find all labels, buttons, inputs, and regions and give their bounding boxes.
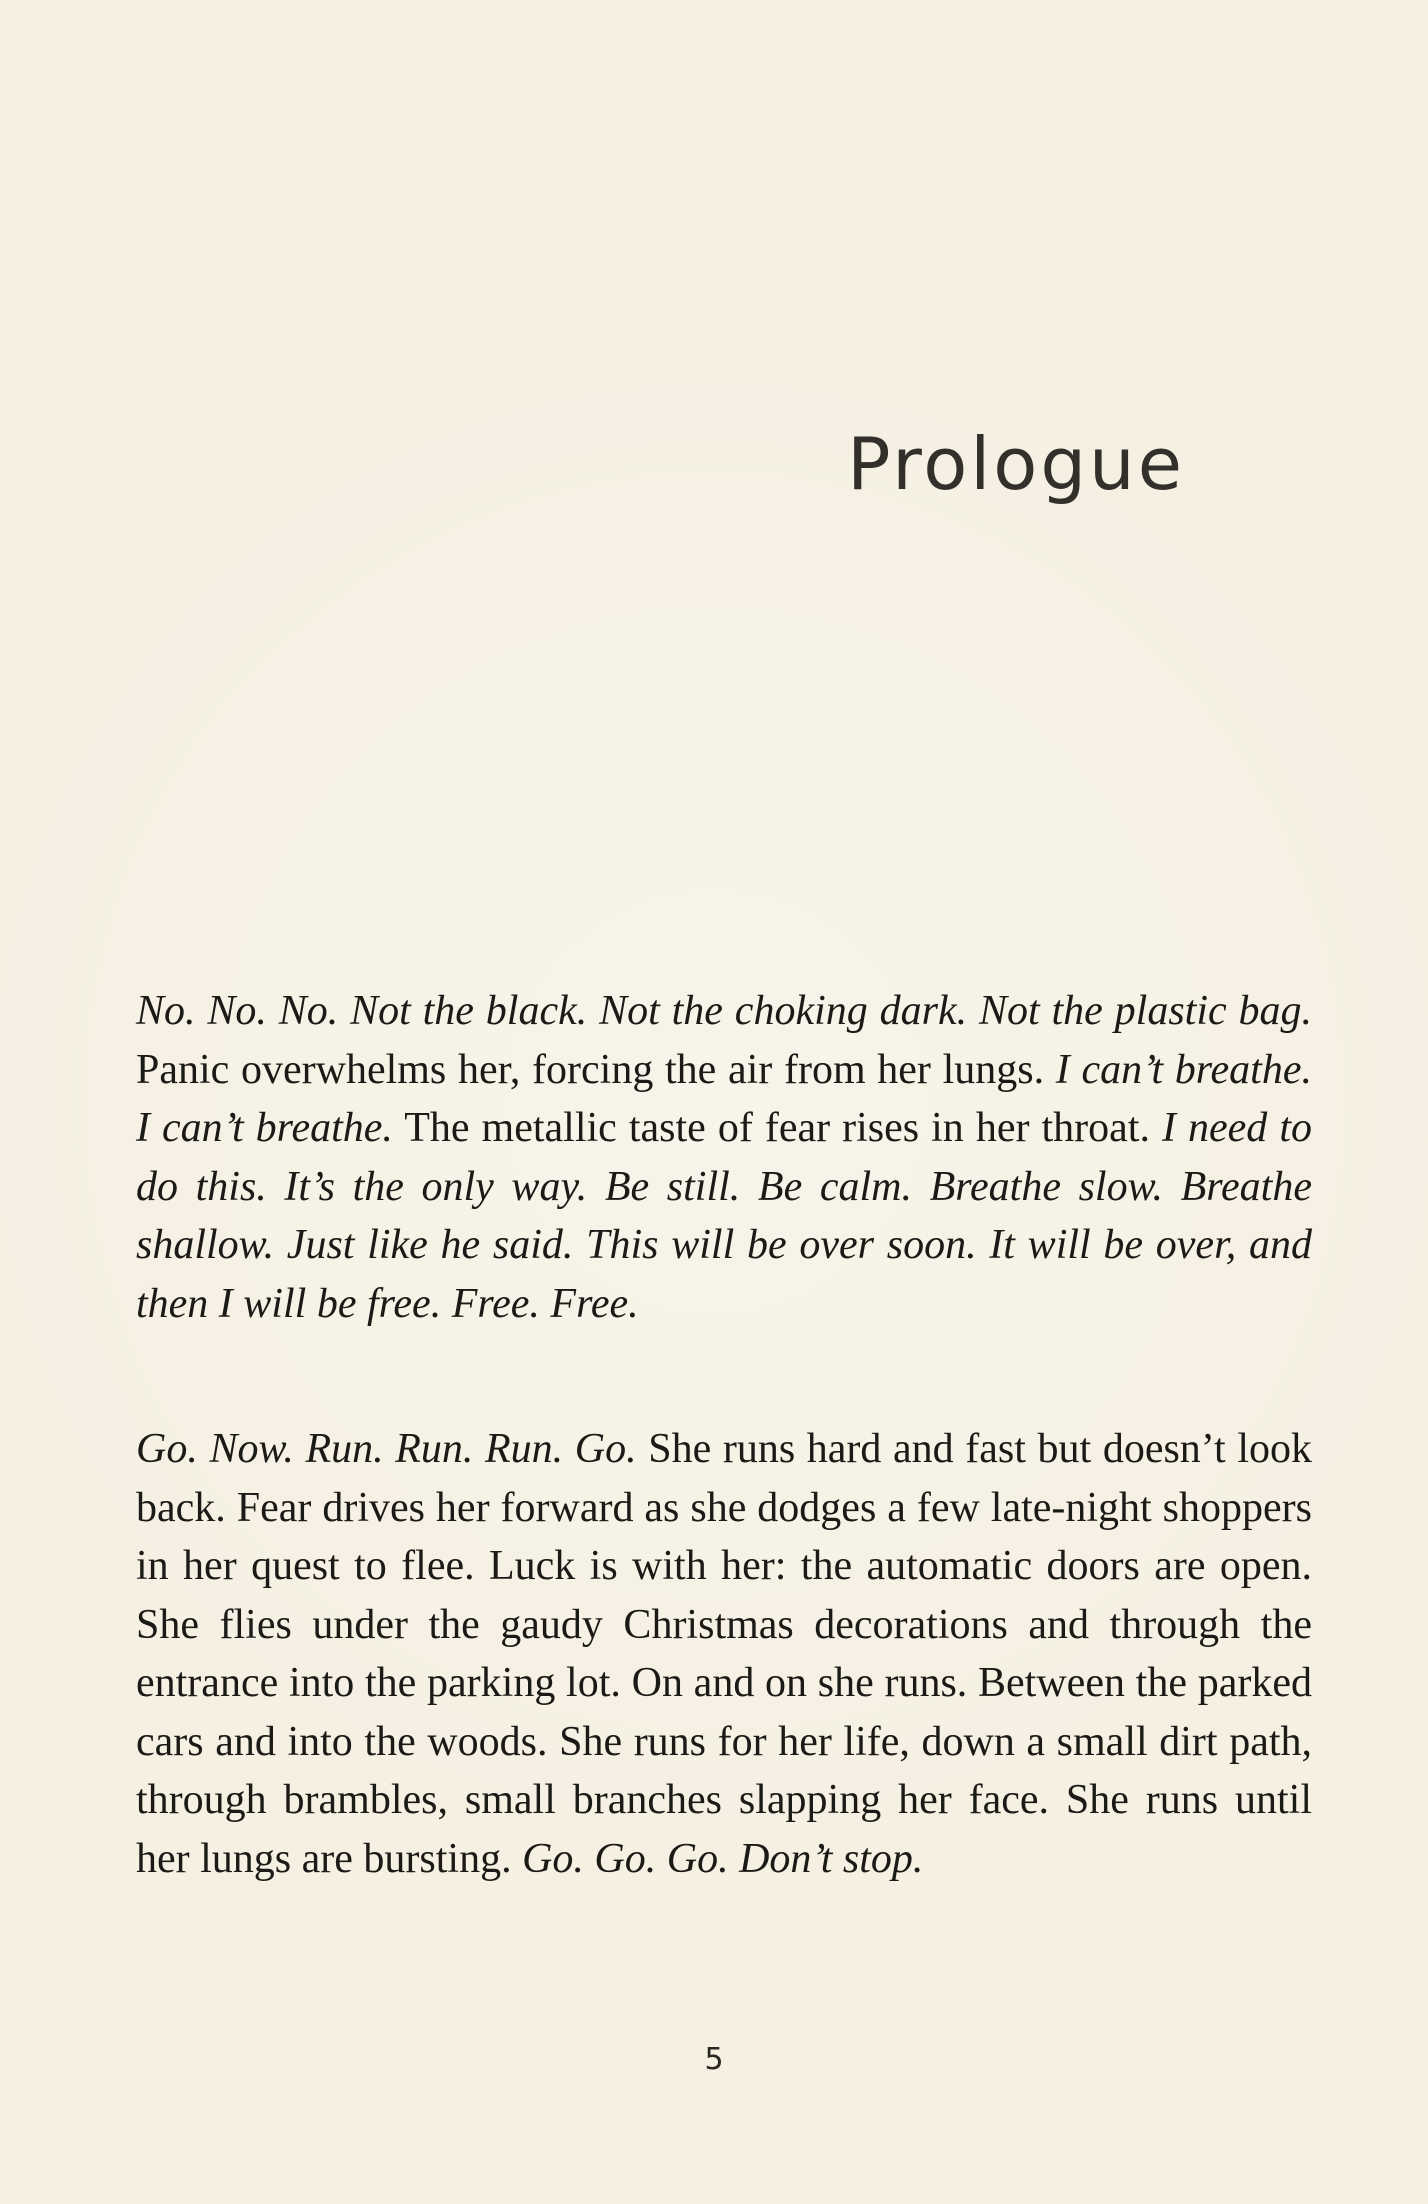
paragraph-1	[136, 982, 1312, 1333]
text-run: The metallic taste of fear rises in her throat.	[392, 1105, 1162, 1151]
paragraph-2	[136, 1420, 1312, 1888]
page-number: 5	[704, 2042, 724, 2077]
text-run: Panic overwhelms her, forcing the air from her lungs.	[136, 1046, 1056, 1093]
text-run: She runs hard and fast but doesn’t look back. Fear drives her forward as she dodges a few late-night shoppers in her quest to flee. Luck is with her: the automatic doors are open. She flies under the gaudy Christmas decorations and through the entrance into the parking lot. On and on she runs. Between the parked cars and into the woods. She runs for her life, down a small dirt path, through brambles, small branches slapping her face. She runs until her lungs are bursting.	[136, 1426, 1312, 1882]
italic-run: I can’t breathe. I can’t breathe.	[136, 1046, 1312, 1151]
italic-run: Go. Now. Run. Run. Run. Go.	[136, 1426, 637, 1472]
italic-run: I need to do this. It’s the only way. Be still. Be calm. Breathe slow. Breathe shallow. Just like he said. This will be over soon. It will be over, and then I will be free. Free. Free.	[136, 1105, 1312, 1327]
italic-run: Go. Go. Go. Don’t stop.	[522, 1835, 924, 1882]
chapter-title: Prologue	[847, 422, 1185, 506]
italic-run: No. No. No. Not the black. Not the choking dark. Not the plastic bag.	[136, 988, 1312, 1034]
